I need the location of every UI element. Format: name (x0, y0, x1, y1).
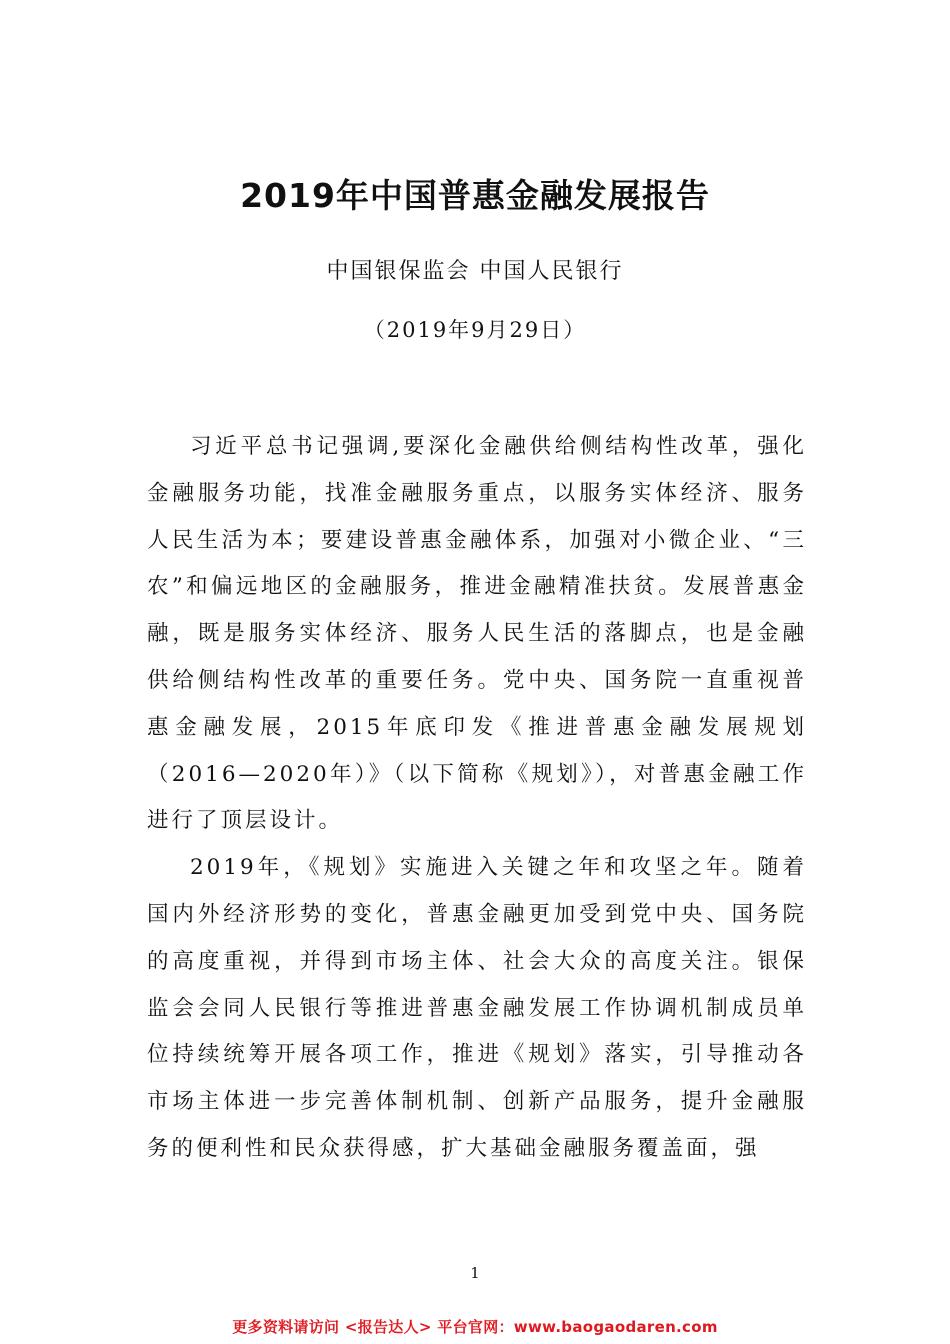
document-authors: 中国银保监会 中国人民银行 (326, 259, 624, 284)
body-paragraph-1: 习近平总书记强调,要深化金融供给侧结构性改革，强化金融服务功能，找准金融服务重点，以服务实体经济、服务人民生活为本；要建设普惠金融体系，加强对小微企业、“三农”和偏远地区的金融服务，推进金融精准扶贫。发展普惠金融，既是服务实体经济、服务人民生活的落脚点，也是金融供给侧结构性改革的重要任务。党中央、国务院一直重视普惠金融发展，2015年底印发《推进普惠金融发展规划（2016—2020年）》（以下简称《规划》），对普惠金融工作进行了顶层设计。 (147, 434, 807, 834)
document-body (147, 424, 807, 1173)
document-title: 2019年中国普惠金融发展报告 (240, 176, 710, 215)
body-paragraph-2: 2019年，《规划》实施进入关键之年和攻坚之年。随着国内外经济形势的变化，普惠金融更加受到党中央、国务院的高度重视，并得到市场主体、社会大众的高度关注。银保监会会同人民银行等推进普惠金融发展工作协调机制成员单位持续统筹开展各项工作，推进《规划》落实，引导推动各市场主体进一步完善体制机制、创新产品服务，提升金融服务的便利性和民众获得感，扩大基础金融服务覆盖面，强 (147, 855, 807, 1161)
document-date: （2019年9月29日） (363, 318, 587, 342)
page-number: 1 (470, 1264, 480, 1282)
footer-website-link[interactable]: 更多资料请访问 <报告达人> 平台官网：www.baogaodaren.com (232, 1318, 718, 1336)
